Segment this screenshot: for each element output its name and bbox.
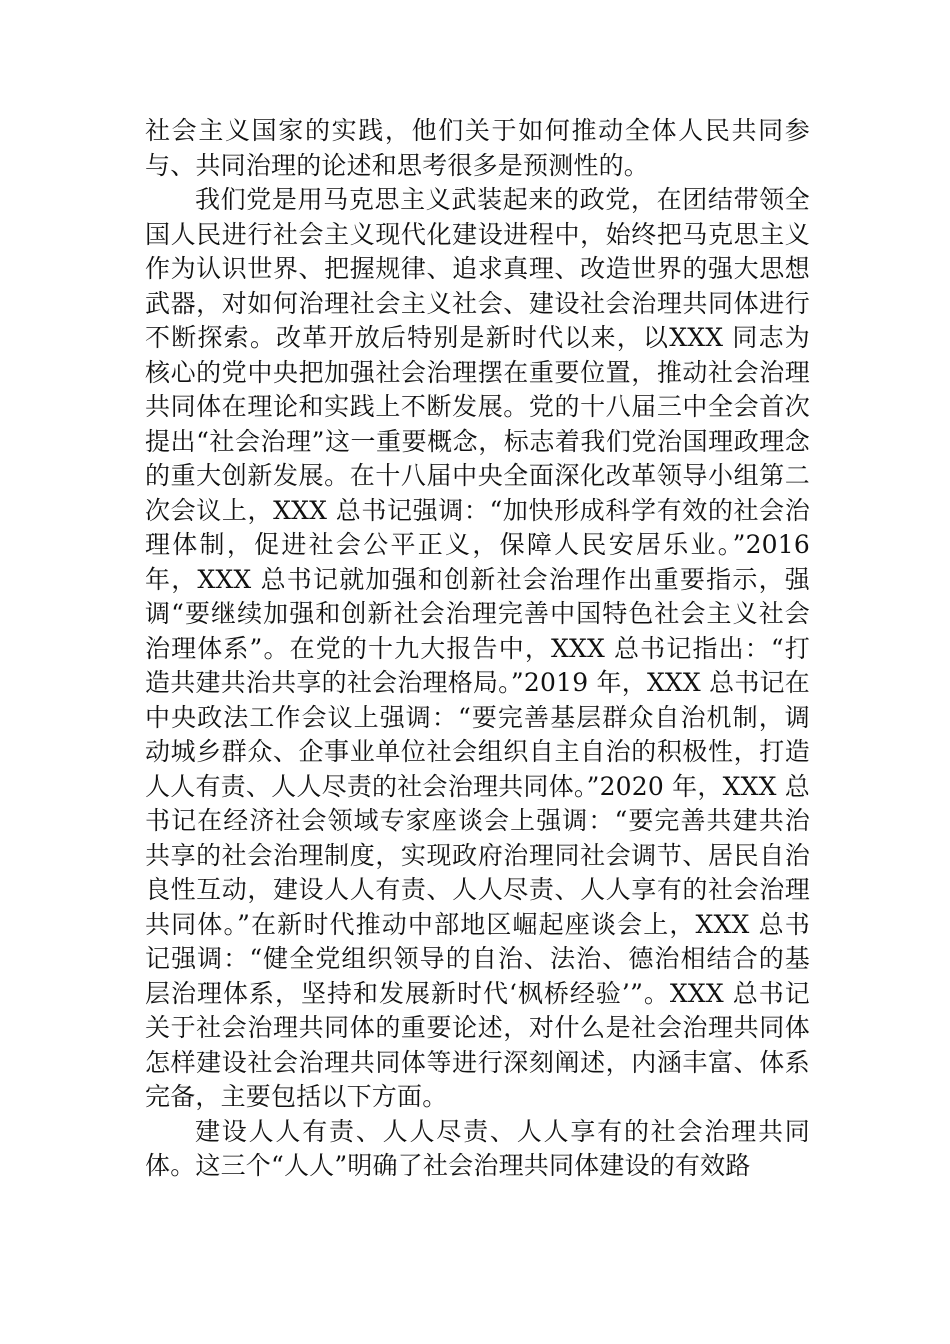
paragraph-2: 我们党是用马克思主义武装起来的政党，在团结带领全国人民进行社会主义现代化建设进程中，始终把马克思主义作为认识世界、把握规律、追求真理、改造世界的强大思想武器，对如何治理社会主义社会、建设社会治理共同体进行不断探索。改革开放后特别是新时代以来，以XXX 同志为核心的党中央把加强社会治理摆在重要位置，推动社会治理共同体在理论和实践上不断发展。党的十八届三中全会首次提出“社会治理”这一重要概念，标志着我们党治国理政理念的重大创新发展。在十八届中央全面深化改革领导小组第二次会议上，XXX 总书记强调：“加快形成科学有效的社会治理体制，促进社会公平正义，保障人民安居乐业。”2016 年，XXX 总书记就加强和创新社会治理作出重要指示，强调“要继续加强和创新社会治理完善中国特色社会主义社会治理体系”。在党的十九大报告中，XXX 总书记指出：“打造共建共治共享的社会治理格局。”2019 年，XXX 总书记在中央政法工作会议上强调：“要完善基层群众自治机制，调动城乡群众、企事业单位社会组织自主自治的积极性，打造人人有责、人人尽责的社会治理共同体。”2020 年，XXX 总书记在经济社会领域专家座谈会上强调：“要完善共建共治共享的社会治理制度，实现政府治理同社会调节、居民自治良性互动，建设人人有责、人人尽责、人人享有的社会治理共同体。”在新时代推动中部地区崛起座谈会上，XXX 总书记强调：“健全党组织领导的自治、法治、德治相结合的基层治理体系，坚持和发展新时代‘枫桥经验’”。XXX 总书记关于社会治理共同体的重要论述，对什么是社会治理共同体怎样建设社会治理共同体等进行深刻阐述，内涵丰富、体系完备，主要包括以下方面。 (145, 185, 810, 1111)
paragraph-1: 社会主义国家的实践，他们关于如何推动全体人民共同参与、共同治理的论述和思考很多是预测性的。 (145, 116, 810, 180)
paragraph-3: 建设人人有责、人人尽责、人人享有的社会治理共同体。这三个“人人”明确了社会治理共同体建设的有效路 (145, 1116, 810, 1180)
document-body (145, 114, 810, 1184)
